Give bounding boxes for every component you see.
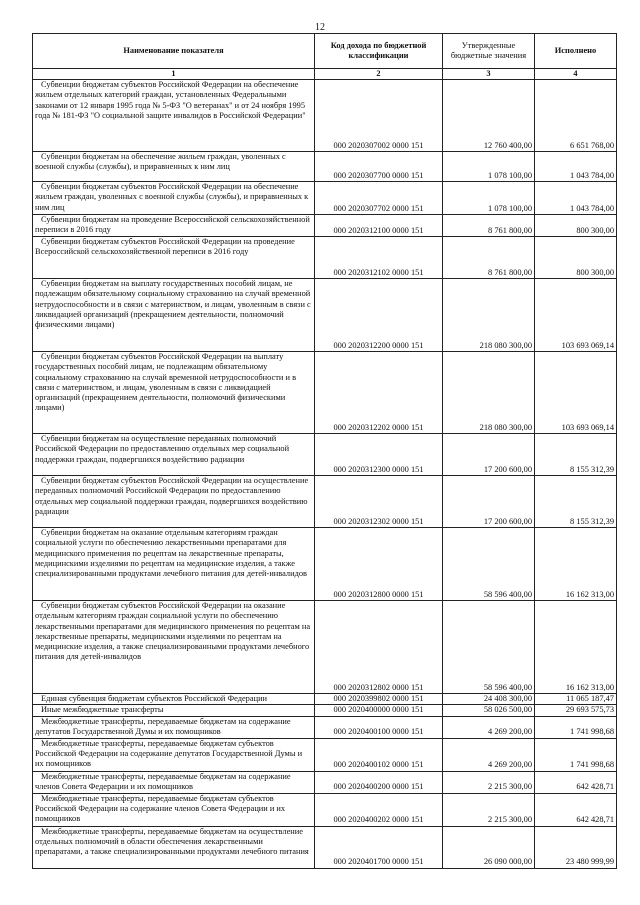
column-number-row — [33, 69, 617, 80]
table-row — [33, 237, 617, 279]
row-name: Субвенции бюджетам на обеспечение жильем граждан, уволенных с военной службы (службы), и приравненных к ним лиц — [33, 152, 315, 182]
row-approved: 218 080 300,00 — [443, 279, 535, 352]
col-number-1: 1 — [33, 69, 315, 80]
header-code: Код дохода по бюджетной классификации — [315, 34, 443, 69]
row-code: 000 2020400102 0000 151 — [315, 738, 443, 771]
row-code: 000 2020307702 0000 151 — [315, 182, 443, 215]
row-code: 000 2020401700 0000 151 — [315, 826, 443, 868]
table-row — [33, 601, 617, 694]
row-executed: 6 651 768,00 — [535, 80, 617, 152]
table-row — [33, 182, 617, 215]
table-row — [33, 279, 617, 352]
table-row — [33, 152, 617, 182]
row-name: Межбюджетные трансферты, передаваемые бюджетам на осуществление отдельных полномочий в области обеспечения лекарственными препаратами, а также специализированными продуктами лечебного питания — [33, 826, 315, 868]
col-number-4: 4 — [535, 69, 617, 80]
row-approved: 8 761 800,00 — [443, 215, 535, 237]
row-approved: 4 269 200,00 — [443, 716, 535, 738]
row-executed: 8 155 312,39 — [535, 476, 617, 528]
row-executed: 642 428,71 — [535, 771, 617, 793]
row-code: 000 2020400202 0000 151 — [315, 793, 443, 826]
table-row — [33, 694, 617, 705]
table-row — [33, 80, 617, 152]
row-approved: 218 080 300,00 — [443, 352, 535, 434]
row-executed: 642 428,71 — [535, 793, 617, 826]
row-executed: 103 693 069,14 — [535, 279, 617, 352]
row-name: Субвенции бюджетам субъектов Российской Федерации на обеспечение жильем граждан, уволенных с военной службы (службы), и приравненных к ним лиц — [33, 182, 315, 215]
table-row — [33, 528, 617, 601]
row-name: Единая субвенция бюджетам субъектов Российской Федерации — [33, 694, 315, 705]
row-executed: 8 155 312,39 — [535, 434, 617, 476]
row-approved: 17 200 600,00 — [443, 434, 535, 476]
budget-table — [32, 33, 617, 869]
row-name: Межбюджетные трансферты, передаваемые бюджетам на содержание членов Совета Федерации и их помощников — [33, 771, 315, 793]
row-approved: 24 408 300,00 — [443, 694, 535, 705]
row-code: 000 2020312200 0000 151 — [315, 279, 443, 352]
table-row — [33, 793, 617, 826]
table-row — [33, 434, 617, 476]
row-code: 000 2020399802 0000 151 — [315, 694, 443, 705]
header-approved: Утвержденные бюджетные значения — [443, 34, 535, 69]
row-code: 000 2020312302 0000 151 — [315, 476, 443, 528]
row-approved: 26 090 000,00 — [443, 826, 535, 868]
row-name: Субвенции бюджетам на оказание отдельным категориям граждан социальной услуги по обеспечению лекарственными препаратами для медицинского применения по рецептам на лекарственные препараты, медицинскими изделиями по рецептам на медицинские изделия, а также специализированными продуктами лечебного питания для детей-инвалидов — [33, 528, 315, 601]
row-code: 000 2020400000 0000 151 — [315, 705, 443, 716]
table-row — [33, 826, 617, 868]
row-approved: 1 078 100,00 — [443, 152, 535, 182]
table-row — [33, 476, 617, 528]
page-number: 12 — [315, 22, 325, 33]
row-approved: 58 596 400,00 — [443, 528, 535, 601]
row-executed: 103 693 069,14 — [535, 352, 617, 434]
row-name: Субвенции бюджетам субъектов Российской Федерации на проведение Всероссийской сельскохозяйственной переписи в 2016 году — [33, 237, 315, 279]
row-executed: 800 300,00 — [535, 215, 617, 237]
table-row — [33, 738, 617, 771]
table-row — [33, 716, 617, 738]
row-code: 000 2020400100 0000 151 — [315, 716, 443, 738]
row-approved: 12 760 400,00 — [443, 80, 535, 152]
row-code: 000 2020307002 0000 151 — [315, 80, 443, 152]
row-approved: 1 078 100,00 — [443, 182, 535, 215]
row-executed: 800 300,00 — [535, 237, 617, 279]
table-row — [33, 705, 617, 716]
row-executed: 1 741 998,68 — [535, 738, 617, 771]
row-approved: 4 269 200,00 — [443, 738, 535, 771]
row-name: Межбюджетные трансферты, передаваемые бюджетам на содержание депутатов Государственной Думы и их помощников — [33, 716, 315, 738]
row-code: 000 2020312100 0000 151 — [315, 215, 443, 237]
row-code: 000 2020312800 0000 151 — [315, 528, 443, 601]
row-approved: 2 215 300,00 — [443, 793, 535, 826]
row-name: Субвенции бюджетам на осуществление переданных полномочий Российской Федерации по предоставлению отдельных мер социальной поддержки граждан, подвергшихся воздействию радиации — [33, 434, 315, 476]
row-approved: 58 026 500,00 — [443, 705, 535, 716]
row-executed: 16 162 313,00 — [535, 601, 617, 694]
col-number-3: 3 — [443, 69, 535, 80]
row-executed: 1 043 784,00 — [535, 182, 617, 215]
header-name: Наименование показателя — [33, 34, 315, 69]
row-code: 000 2020400200 0000 151 — [315, 771, 443, 793]
row-name: Субвенции бюджетам субъектов Российской Федерации на оказание отдельным категориям граждан социальной услуги по обеспечению лекарственными препаратами для медицинского применения по рецептам на лекарственные препараты, медицинскими изделиями по рецептам на медицинские изделия, а также специализированными продуктами лечебного питания для детей-инвалидов — [33, 601, 315, 694]
row-name: Межбюджетные трансферты, передаваемые бюджетам субъектов Российской Федерации на содержание депутатов Государственной Думы и их помощников — [33, 738, 315, 771]
row-executed: 1 043 784,00 — [535, 152, 617, 182]
row-executed: 29 693 575,73 — [535, 705, 617, 716]
row-executed: 16 162 313,00 — [535, 528, 617, 601]
table-row — [33, 771, 617, 793]
row-executed: 23 480 999,99 — [535, 826, 617, 868]
row-executed: 11 065 187,47 — [535, 694, 617, 705]
row-code: 000 2020307700 0000 151 — [315, 152, 443, 182]
row-code: 000 2020312102 0000 151 — [315, 237, 443, 279]
row-approved: 8 761 800,00 — [443, 237, 535, 279]
table-row — [33, 215, 617, 237]
row-name: Субвенции бюджетам субъектов Российской Федерации на осуществление переданных полномочий Российской Федерации по предоставлению отдельных мер социальной поддержки граждан, подвергшихся воздействию радиации — [33, 476, 315, 528]
row-approved: 58 596 400,00 — [443, 601, 535, 694]
header-row — [33, 34, 617, 69]
row-name: Субвенции бюджетам субъектов Российской Федерации на обеспечение жильем отдельных категорий граждан, установленных Федеральными законами от 12 января 1995 года № 5-ФЗ "О ветеранах" и от 24 ноября 1995 года № 181-ФЗ "О социальной защите инвалидов в Российской Федерации" — [33, 80, 315, 152]
col-number-2: 2 — [315, 69, 443, 80]
row-code: 000 2020312802 0000 151 — [315, 601, 443, 694]
row-code: 000 2020312202 0000 151 — [315, 352, 443, 434]
table-row — [33, 352, 617, 434]
row-name: Иные межбюджетные трансферты — [33, 705, 315, 716]
row-code: 000 2020312300 0000 151 — [315, 434, 443, 476]
row-approved: 17 200 600,00 — [443, 476, 535, 528]
row-name: Субвенции бюджетам на выплату государственных пособий лицам, не подлежащим обязательному социальному страхованию на случай временной нетрудоспособности и в связи с материнством, и лицам, уволенным в связи с ликвидацией организаций (прекращением деятельности, полномочий физическими лицами) — [33, 279, 315, 352]
row-executed: 1 741 998,68 — [535, 716, 617, 738]
header-executed: Исполнено — [535, 34, 617, 69]
row-name: Субвенции бюджетам субъектов Российской Федерации на выплату государственных пособий лицам, не подлежащим обязательному социальному страхованию на случай временной нетрудоспособности и в связи с материнством, и лицам, уволенным в связи с ликвидацией организаций (прекращением деятельности, полномочий физическими лицами) — [33, 352, 315, 434]
row-name: Субвенции бюджетам на проведение Всероссийской сельскохозяйственной переписи в 2016 году — [33, 215, 315, 237]
row-name: Межбюджетные трансферты, передаваемые бюджетам субъектов Российской Федерации на содержание членов Совета Федерации и их помощников — [33, 793, 315, 826]
row-approved: 2 215 300,00 — [443, 771, 535, 793]
